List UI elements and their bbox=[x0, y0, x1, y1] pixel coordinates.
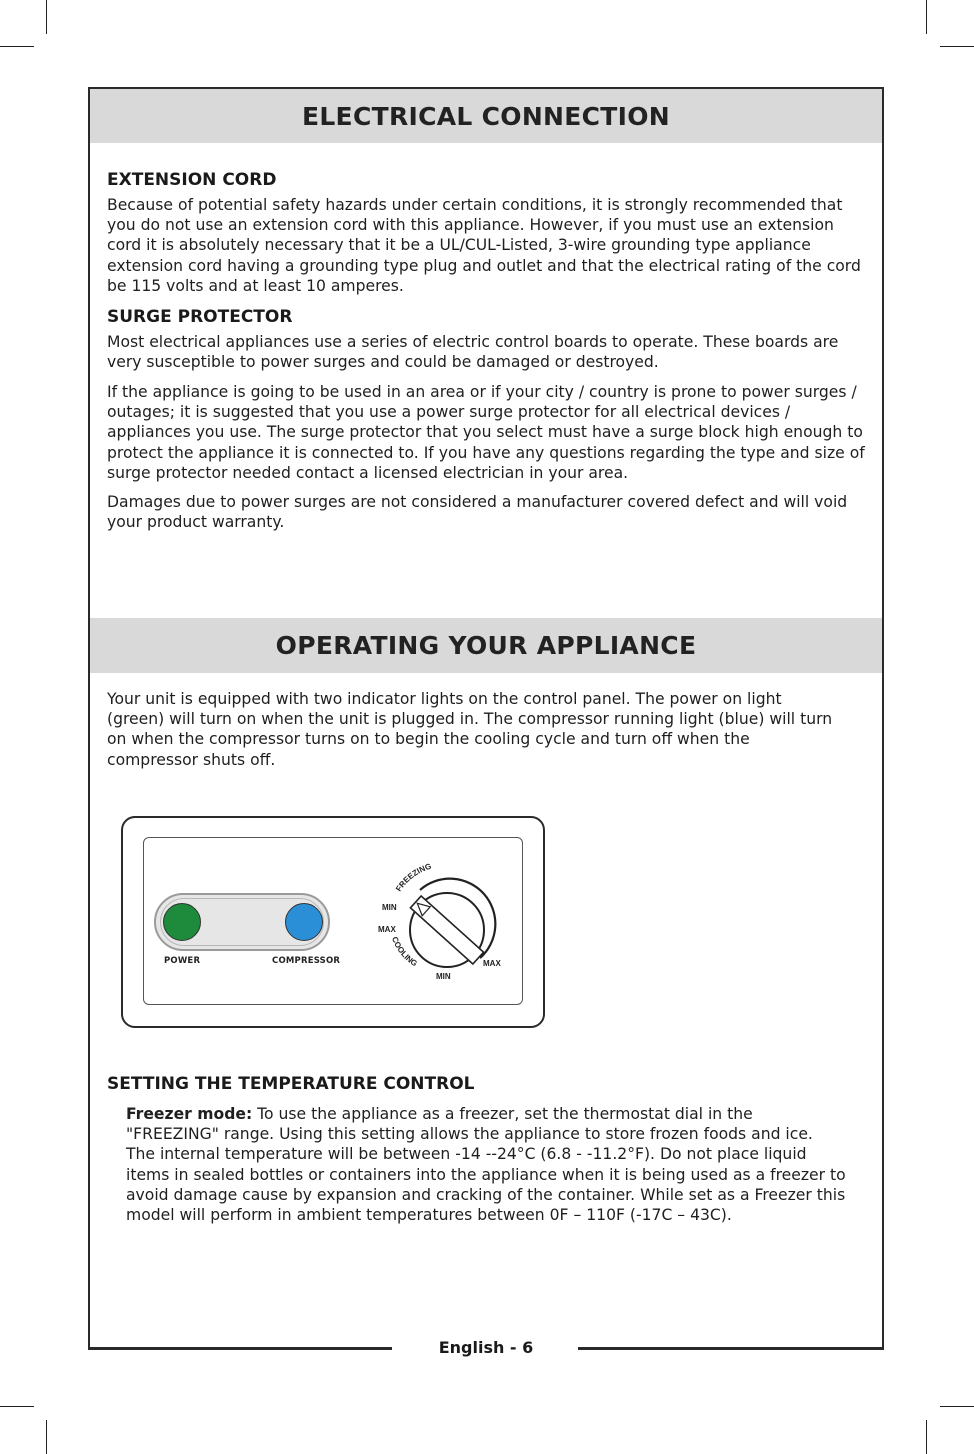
compressor-light-icon bbox=[285, 903, 323, 941]
section-title-electrical: ELECTRICAL CONNECTION bbox=[90, 89, 882, 143]
surge-text-1: Most electrical appliances use a series of electric control boards to operate. These boards are very susceptible to power surges and could be damaged or destroyed. bbox=[107, 333, 839, 372]
cooling-min-label: MIN bbox=[436, 972, 451, 981]
power-label: POWER bbox=[164, 956, 201, 966]
freezer-mode-label: Freezer mode: bbox=[126, 1105, 253, 1123]
extension-cord-text: Because of potential safety hazards under certain conditions, it is strongly recommended that you do not use an extension cord with this appliance. However, if you must use an extension cord it is absolutely necessary that it be a UL/CUL-Listed, 3-wire grounding type appliance extension cord having a grounding type plug and outlet and that the electrical rating of the cord be 115 volts and at least 10 amperes. bbox=[107, 196, 861, 295]
freezing-max-label: MAX bbox=[378, 925, 396, 934]
freezing-label: FREEZING bbox=[394, 861, 433, 894]
crop-mark bbox=[926, 1420, 927, 1454]
compressor-label: COMPRESSOR bbox=[272, 956, 341, 966]
surge-protector-heading: SURGE PROTECTOR bbox=[107, 307, 293, 327]
extension-cord-heading: EXTENSION CORD bbox=[107, 170, 277, 190]
surge-text-2: If the appliance is going to be used in an area or if your city / country is prone to power surges / outages; it is suggested that you use a power surge protector for all electrical devices / appliances you use. The surge protector that you select must have a surge block high enough to protect the appliance it is connected to. If you have any questions regarding the type and size of surge protector needed contact a licensed electrician in your area. bbox=[107, 383, 865, 482]
freezing-min-label: MIN bbox=[382, 903, 397, 912]
operating-intro-text: Your unit is equipped with two indicator lights on the control panel. The power on light (green) will turn on when the unit is plugged in. The compressor running light (blue) will turn on when the compressor turns on to begin the cooling cycle and turn off when the compressor shuts off. bbox=[107, 690, 833, 769]
freezer-mode-text: To use the appliance as a freezer, set the thermostat dial in the "FREEZING" range. Using this setting allows the appliance to store frozen foods and ice. The internal temperature will be between -14 --24°C (6.8 - -11.2°F). Do not place liquid items in sealed bottles or containers into the appliance when it is being used as a freezer to avoid damage cause by expansion and cracking of the container. While set as a Freezer this model will perform in ambient temperatures between 0F – 110F (-17C – 43C). bbox=[126, 1105, 846, 1225]
frame-bottom-left bbox=[88, 1347, 392, 1350]
freezer-mode-paragraph bbox=[126, 1104, 846, 1225]
section-title-operating: OPERATING YOUR APPLIANCE bbox=[90, 618, 882, 673]
crop-mark bbox=[46, 0, 47, 34]
power-light-icon bbox=[163, 903, 201, 941]
surge-text-3: Damages due to power surges are not considered a manufacturer covered defect and will void your product warranty. bbox=[107, 493, 848, 532]
crop-mark bbox=[0, 1406, 34, 1407]
cooling-label: COOLING bbox=[390, 935, 419, 969]
page-number: English - 6 bbox=[438, 1338, 534, 1357]
crop-mark bbox=[0, 46, 34, 47]
frame-bottom-right bbox=[578, 1347, 884, 1350]
crop-mark bbox=[46, 1420, 47, 1454]
crop-mark bbox=[926, 0, 927, 34]
thermostat-dial bbox=[370, 850, 520, 990]
crop-mark bbox=[940, 46, 974, 47]
cooling-max-label: MAX bbox=[483, 959, 501, 968]
temperature-control-heading: SETTING THE TEMPERATURE CONTROL bbox=[107, 1074, 475, 1094]
crop-mark bbox=[940, 1406, 974, 1407]
